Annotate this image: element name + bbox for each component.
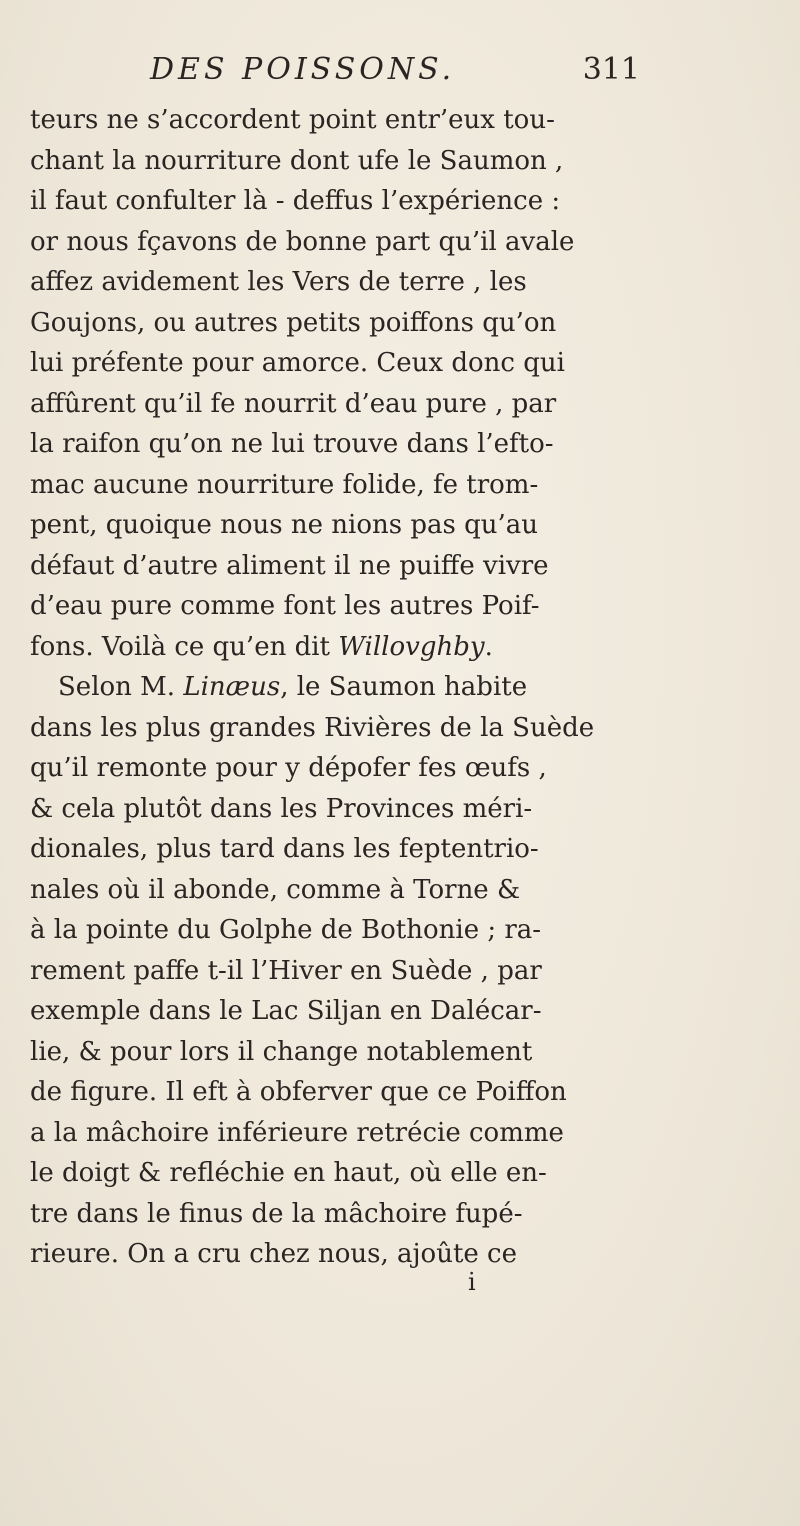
text-line xyxy=(30,1032,790,1073)
text-segment: la raifon qu’on ne lui trouve dans l’efto- xyxy=(30,429,554,459)
page-header xyxy=(150,52,640,92)
text-segment: lie, & pour lors il change notablement xyxy=(30,1036,533,1067)
text-line xyxy=(30,424,790,465)
running-head: DES POISSONS. xyxy=(150,52,456,87)
text-line xyxy=(30,586,790,627)
text-segment: , le Saumon habite xyxy=(280,672,528,702)
text-segment: Goujons, ou autres petits poiffons qu’on xyxy=(30,307,557,338)
text-segment: pent, quoique nous ne nions pas qu’au xyxy=(30,510,539,540)
text-segment: dionales, plus tard dans les feptentrio- xyxy=(30,834,539,864)
text-line xyxy=(30,100,790,141)
text-line xyxy=(30,343,790,384)
body-text xyxy=(30,100,790,1275)
text-segment: à la pointe du Golphe de Bothonie ; ra- xyxy=(30,915,542,945)
text-segment: fons. Voilà ce qu’en dit xyxy=(30,631,339,662)
text-segment: . xyxy=(484,631,493,662)
text-segment: il faut confulter là - deffus l’expérience : xyxy=(30,186,561,216)
text-segment: exemple dans le Lac Siljan en Dalécar- xyxy=(30,996,542,1026)
text-line xyxy=(30,141,790,182)
text-segment: lui préfente pour amorce. Ceux donc qui xyxy=(30,348,565,378)
text-line xyxy=(30,1194,790,1235)
text-line xyxy=(30,546,790,587)
text-segment: de figure. Il eft à obferver que ce Poiffon xyxy=(30,1077,567,1107)
text-segment: rieure. On a cru chez nous, ajoûte ce xyxy=(30,1239,517,1269)
text-segment: mac aucune nourriture folide, fe trom- xyxy=(30,469,539,500)
text-line xyxy=(30,910,790,951)
signature-mark: i xyxy=(468,1268,476,1296)
text-line xyxy=(30,748,790,789)
text-line xyxy=(30,1153,790,1194)
text-segment: chant la nourriture dont ufe le Saumon , xyxy=(30,145,564,176)
text-segment: le doigt & refléchie en haut, où elle en- xyxy=(30,1158,547,1188)
text-line xyxy=(30,789,790,830)
text-segment: dans les plus grandes Rivières de la Suède xyxy=(30,712,595,743)
text-segment: teurs ne s’accordent point entr’eux tou- xyxy=(30,105,555,135)
text-line xyxy=(30,262,790,303)
text-line xyxy=(30,505,790,546)
text-line xyxy=(30,829,790,870)
text-segment: affez avidement les Vers de terre , les xyxy=(30,267,527,297)
text-line xyxy=(30,181,790,222)
text-line xyxy=(30,667,790,708)
text-segment: affûrent qu’il fe nourrit d’eau pure , par xyxy=(30,388,557,419)
text-segment: d’eau pure comme font les autres Poif- xyxy=(30,591,540,621)
text-line xyxy=(30,870,790,911)
text-segment: a la mâchoire inférieure retrécie comme xyxy=(30,1117,564,1148)
text-segment: & cela plutôt dans les Provinces méri- xyxy=(30,793,533,824)
text-line xyxy=(30,708,790,749)
text-segment: or nous fçavons de bonne part qu’il avale xyxy=(30,226,575,257)
italic-name: Willovghby xyxy=(338,631,485,662)
text-line xyxy=(30,303,790,344)
text-segment: nales où il abonde, comme à Torne & xyxy=(30,874,521,905)
page-number: 311 xyxy=(582,52,640,87)
text-line xyxy=(30,627,790,668)
text-line xyxy=(30,1234,790,1275)
text-segment: rement paffe t-il l’Hiver en Suède , par xyxy=(30,955,542,986)
italic-name: Linæus xyxy=(183,672,281,702)
text-segment: défaut d’autre aliment il ne puiffe vivre xyxy=(30,550,549,581)
text-line xyxy=(30,1113,790,1154)
text-line xyxy=(30,222,790,263)
text-segment: Selon M. xyxy=(58,672,184,702)
text-line xyxy=(30,951,790,992)
text-line xyxy=(30,991,790,1032)
text-line xyxy=(30,465,790,506)
text-segment: qu’il remonte pour y dépofer fes œufs , xyxy=(30,753,547,783)
text-line xyxy=(30,1072,790,1113)
text-segment: tre dans le finus de la mâchoire fupé- xyxy=(30,1198,523,1229)
text-line xyxy=(30,384,790,425)
